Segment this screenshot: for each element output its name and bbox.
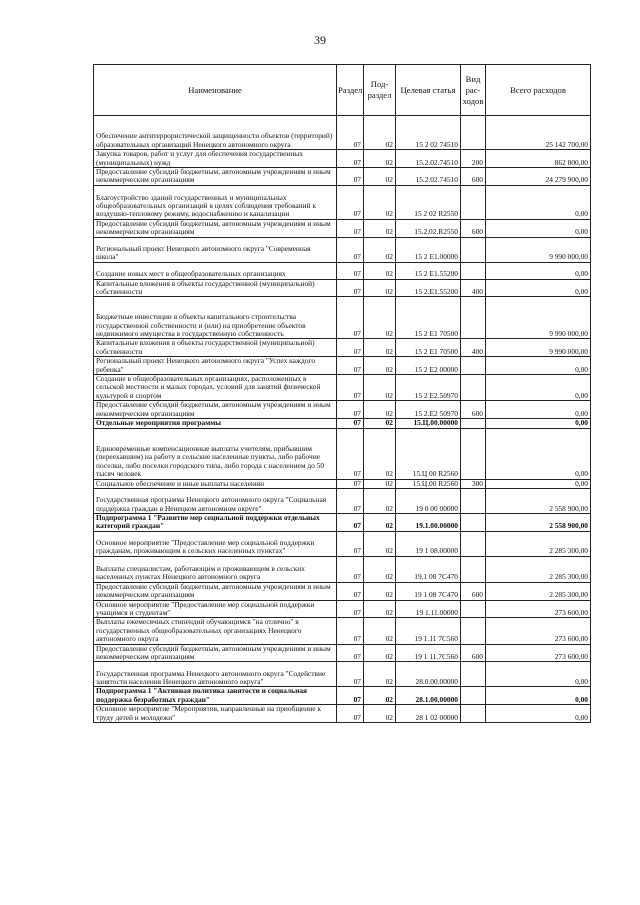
row-total: 0,00: [486, 687, 591, 705]
row-total: 9 990 000,00: [486, 237, 591, 262]
row-target: 15 2 E1 70500: [396, 339, 461, 357]
row-target: 19 1 08 7C470: [396, 582, 461, 600]
row-name: Основное мероприятие "Мероприятия, направленные на приобщение к труду детей и молодежи": [94, 705, 337, 723]
row-target: 19 0 00 00000: [396, 488, 461, 513]
row-target: 15 2 E1 70500: [396, 297, 461, 339]
row-name: Социальное обеспечение и иные выплаты населению: [94, 479, 337, 488]
row-name: Предоставление субсидий бюджетным, автономным учреждениям и иным некоммерческим организациям: [94, 401, 337, 419]
row-name: Капитальные вложения в объекты государственной (муниципальной) собственности: [94, 339, 337, 357]
row-razdel: 07: [337, 262, 364, 279]
row-name: Закупка товаров, работ и услуг для обеспечения государственных (муниципальных) нужд: [94, 150, 337, 168]
row-podrazdel: 02: [364, 219, 396, 237]
row-target: 19.1 08 7C470: [396, 556, 461, 582]
row-name: Основное мероприятие "Предоставление мер социальной поддержки учащимся и студентам": [94, 600, 337, 618]
row-total: 0,00: [486, 479, 591, 488]
table-header-row: [94, 65, 591, 116]
table-row: [94, 262, 591, 279]
row-vid: [461, 185, 486, 219]
row-podrazdel: 02: [364, 582, 396, 600]
row-total: 0,00: [486, 419, 591, 428]
row-razdel: 07: [337, 687, 364, 705]
row-target: 28 1 02 00000: [396, 705, 461, 723]
row-vid: [461, 237, 486, 262]
row-vid: [461, 531, 486, 556]
row-razdel: 07: [337, 419, 364, 428]
row-razdel: 07: [337, 531, 364, 556]
table-row: [94, 531, 591, 556]
row-podrazdel: 02: [364, 662, 396, 687]
row-vid: [461, 600, 486, 618]
row-target: 15.Ц 00 R2560: [396, 428, 461, 479]
row-total: 0,00: [486, 262, 591, 279]
row-total: 273 600,00: [486, 644, 591, 662]
table-row: [94, 662, 591, 687]
row-target: 19 1.11.00000: [396, 600, 461, 618]
row-total: 2 285 300,00: [486, 531, 591, 556]
table-row: [94, 357, 591, 375]
row-podrazdel: 02: [364, 600, 396, 618]
table-row: [94, 116, 591, 150]
row-vid: [461, 428, 486, 479]
row-name: Единовременные компенсационные выплаты учителям, прибывшим (переехавшим) на работу в сельские населенные пункты, либо рабочие поселки, либо поселки городского типа, либо города с населением до 50 тысяч человек: [94, 428, 337, 479]
row-target: 15 2 02 74510: [396, 116, 461, 150]
row-podrazdel: 02: [364, 531, 396, 556]
row-name: Государственная программа Ненецкого автономного округа "Социальная поддержка граждан в Ненецком автономном округе": [94, 488, 337, 513]
row-razdel: 07: [337, 705, 364, 723]
row-target: 15.2.02.R2550: [396, 219, 461, 237]
table-row: [94, 185, 591, 219]
table-row: [94, 513, 591, 531]
row-podrazdel: 02: [364, 262, 396, 279]
row-total: 0,00: [486, 357, 591, 375]
row-podrazdel: 02: [364, 687, 396, 705]
row-target: 19 1 08.00000: [396, 531, 461, 556]
row-name: Предоставление субсидий бюджетным, автономным учреждениям и иным некоммерческим организациям: [94, 219, 337, 237]
table-row: [94, 219, 591, 237]
row-razdel: 07: [337, 279, 364, 297]
row-name: Предоставление субсидий бюджетным, автономным учреждениям и иным некоммерческим организациям: [94, 168, 337, 186]
row-total: 273 600,00: [486, 600, 591, 618]
row-target: 15.2.02.74510: [396, 168, 461, 186]
row-razdel: 07: [337, 401, 364, 419]
row-name: Обеспечение антитеррористической защищенности объектов (территорий) образовательных организаций Ненецкого автономного округа: [94, 116, 337, 150]
table-row: [94, 150, 591, 168]
row-target: 19 1.11 7C560: [396, 618, 461, 644]
row-vid: [461, 687, 486, 705]
row-name: Капитальные вложения в объекты государственной (муниципальной) собственности: [94, 279, 337, 297]
table-row: [94, 618, 591, 644]
row-vid: 400: [461, 339, 486, 357]
row-target: 15 2 E2.50970: [396, 375, 461, 401]
row-total: 0,00: [486, 185, 591, 219]
row-vid: [461, 116, 486, 150]
page-number: 39: [314, 33, 326, 47]
row-razdel: 07: [337, 375, 364, 401]
row-name: Бюджетные инвестиции в объекты капитального строительства государственной собственности и (или) на приобретение объектов недвижимого имущества в государственную собственность: [94, 297, 337, 339]
row-name: Благоустройство зданий государственных и муниципальных общеобразовательных организаций в целях соблюдения требований к воздушно-тепловому режиму, водоснабжению и канализации: [94, 185, 337, 219]
row-target: 15 2.E1.55200: [396, 279, 461, 297]
row-target: 19 1 11.7C560: [396, 644, 461, 662]
row-total: 0,00: [486, 375, 591, 401]
row-vid: [461, 513, 486, 531]
row-name: Региональный проект Ненецкого автономного округа "Успех каждого ребенка": [94, 357, 337, 375]
row-podrazdel: 02: [364, 479, 396, 488]
row-razdel: 07: [337, 556, 364, 582]
row-podrazdel: 02: [364, 375, 396, 401]
row-target: 15 2.E2 50970: [396, 401, 461, 419]
row-name: Создание новых мест в общеобразовательных организациях: [94, 262, 337, 279]
row-total: 9 990 000,00: [486, 339, 591, 357]
row-total: 24 279 900,00: [486, 168, 591, 186]
row-total: 0,00: [486, 428, 591, 479]
row-podrazdel: 02: [364, 168, 396, 186]
row-total: 2 558 900,00: [486, 488, 591, 513]
row-target: 15.Ц.00.00000: [396, 419, 461, 428]
row-name: Создание в общеобразовательных организациях, расположенных в сельской местности и малых городах, условий для занятий физической культурой и спортом: [94, 375, 337, 401]
row-name: Государственная программа Ненецкого автономного округа "Содействие занятости населения Ненецкого автономного округа": [94, 662, 337, 687]
row-name: Региональный проект Ненецкого автономного округа "Современная школа": [94, 237, 337, 262]
row-vid: 600: [461, 219, 486, 237]
table-row: [94, 644, 591, 662]
table-row: [94, 687, 591, 705]
row-total: 0,00: [486, 219, 591, 237]
row-podrazdel: 02: [364, 618, 396, 644]
row-target: 19.1.00.00000: [396, 513, 461, 531]
row-podrazdel: 02: [364, 116, 396, 150]
row-total: 25 142 700,00: [486, 116, 591, 150]
budget-table: [93, 64, 591, 723]
table-row: [94, 339, 591, 357]
row-name: Подпрограмма 1 "Активная политика занятости и социальная поддержка безработных граждан": [94, 687, 337, 705]
row-razdel: 07: [337, 185, 364, 219]
row-target: 15 2 E1.55200: [396, 262, 461, 279]
row-podrazdel: 02: [364, 185, 396, 219]
table-row: [94, 297, 591, 339]
row-razdel: 07: [337, 428, 364, 479]
row-vid: [461, 488, 486, 513]
header-total: Всего расходов: [486, 65, 591, 116]
row-total: 273 600,00: [486, 618, 591, 644]
row-razdel: 07: [337, 618, 364, 644]
row-name: Предоставление субсидий бюджетным, автономным учреждениям и иным некоммерческим организациям: [94, 582, 337, 600]
row-razdel: 07: [337, 116, 364, 150]
row-razdel: 07: [337, 168, 364, 186]
header-target: Целевая статья: [396, 65, 461, 116]
row-razdel: 07: [337, 513, 364, 531]
row-target: 15 2 02 R2550: [396, 185, 461, 219]
row-podrazdel: 02: [364, 357, 396, 375]
table-row: [94, 488, 591, 513]
row-name: Предоставление субсидий бюджетным, автономным учреждениям и иным некоммерческим организациям: [94, 644, 337, 662]
row-total: 9 990 000,00: [486, 297, 591, 339]
header-podrazdel: Под-раздел: [364, 65, 396, 116]
row-vid: 600: [461, 582, 486, 600]
row-razdel: 07: [337, 488, 364, 513]
row-total: 0,00: [486, 662, 591, 687]
row-vid: 600: [461, 644, 486, 662]
table-row: [94, 237, 591, 262]
row-total: 862 800,00: [486, 150, 591, 168]
row-razdel: 07: [337, 644, 364, 662]
row-total: 0,00: [486, 705, 591, 723]
row-vid: [461, 262, 486, 279]
row-podrazdel: 02: [364, 419, 396, 428]
row-total: 2 285 300,00: [486, 556, 591, 582]
row-podrazdel: 02: [364, 150, 396, 168]
row-vid: 600: [461, 401, 486, 419]
row-podrazdel: 02: [364, 401, 396, 419]
row-vid: [461, 662, 486, 687]
row-name: Основное мероприятие "Предоставление мер социальной поддержки гражданам, проживающим в сельских населенных пунктах": [94, 531, 337, 556]
row-vid: [461, 419, 486, 428]
row-name: Выплаты ежемесячных стипендий обучающимся "на отлично" в государственных общеобразовательных организациях Ненецкого автономного округа: [94, 618, 337, 644]
row-total: 2 285 300,00: [486, 582, 591, 600]
row-total: 0,00: [486, 279, 591, 297]
table-row: [94, 600, 591, 618]
table-row: [94, 168, 591, 186]
row-vid: [461, 357, 486, 375]
row-podrazdel: 02: [364, 513, 396, 531]
table-row: [94, 401, 591, 419]
row-razdel: 07: [337, 219, 364, 237]
table-row: [94, 705, 591, 723]
row-podrazdel: 02: [364, 488, 396, 513]
row-vid: 200: [461, 150, 486, 168]
header-razdel: Раздел: [337, 65, 364, 116]
table-row: [94, 582, 591, 600]
row-podrazdel: 02: [364, 705, 396, 723]
row-target: 28.1.00.00000: [396, 687, 461, 705]
row-podrazdel: 02: [364, 279, 396, 297]
row-razdel: 07: [337, 582, 364, 600]
row-razdel: 07: [337, 662, 364, 687]
row-vid: [461, 375, 486, 401]
row-razdel: 07: [337, 237, 364, 262]
table-row: [94, 479, 591, 488]
header-vid: Вид рас-ходов: [461, 65, 486, 116]
row-target: 15 2 E2 00000: [396, 357, 461, 375]
row-total: 0,00: [486, 401, 591, 419]
table-row: [94, 375, 591, 401]
row-podrazdel: 02: [364, 339, 396, 357]
row-target: 15.Ц.00 R2560: [396, 479, 461, 488]
row-name: Подпрограмма 1 "Развитие мер социальной поддержки отдельных категорий граждан": [94, 513, 337, 531]
row-target: 28.0.00.00000: [396, 662, 461, 687]
row-podrazdel: 02: [364, 297, 396, 339]
row-podrazdel: 02: [364, 428, 396, 479]
row-podrazdel: 02: [364, 556, 396, 582]
row-razdel: 07: [337, 297, 364, 339]
row-total: 2 558 900,00: [486, 513, 591, 531]
row-razdel: 07: [337, 479, 364, 488]
row-razdel: 07: [337, 339, 364, 357]
row-razdel: 07: [337, 600, 364, 618]
row-razdel: 07: [337, 150, 364, 168]
row-vid: 400: [461, 279, 486, 297]
table-row: [94, 279, 591, 297]
header-name: Наименование: [94, 65, 337, 116]
row-vid: [461, 297, 486, 339]
row-vid: 600: [461, 168, 486, 186]
table-row: [94, 428, 591, 479]
row-vid: [461, 618, 486, 644]
row-vid: [461, 705, 486, 723]
table-row: [94, 419, 591, 428]
row-target: 15 2 E1.00000: [396, 237, 461, 262]
row-podrazdel: 02: [364, 644, 396, 662]
row-podrazdel: 02: [364, 237, 396, 262]
row-razdel: 07: [337, 357, 364, 375]
row-name: Выплаты специалистам, работающим и проживающим в сельских населенных пунктах Ненецкого автономного округа: [94, 556, 337, 582]
row-vid: [461, 556, 486, 582]
row-target: 15.2.02.74510: [396, 150, 461, 168]
table-row: [94, 556, 591, 582]
row-name: Отдельные мероприятия программы: [94, 419, 337, 428]
row-vid: 300: [461, 479, 486, 488]
